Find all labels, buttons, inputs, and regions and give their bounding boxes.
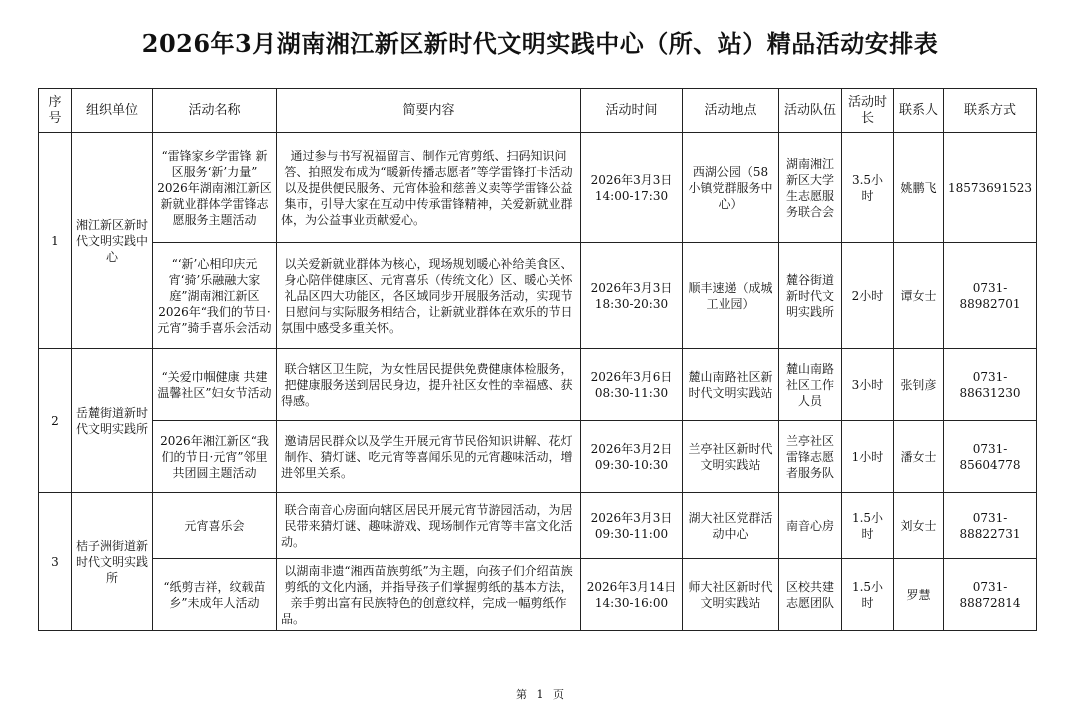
header-phone: 联系方式: [944, 89, 1037, 133]
time-cell: 2026年3月6日 08:30-11:30: [581, 349, 683, 421]
brief-cell: 以湖南非遗“湘西苗族剪纸”为主题，向孩子们介绍苗族剪纸的文化内涵，并指导孩子们掌握剪纸的基本方法，亲手剪出富有民族特色的创意纹样，完成一幅剪纸作品。: [277, 559, 581, 631]
contact-cell: 谭女士: [894, 243, 944, 349]
seq-cell: 1: [39, 133, 72, 349]
duration-cell: 2小时: [842, 243, 894, 349]
brief-cell: 以关爱新就业群体为核心，现场规划暖心补给美食区、身心陪伴健康区、元宵喜乐（传统文化）区、暖心关怀礼品区四大功能区，各区域同步开展服务活动，实现节日慰问与实际服务相结合，让新就业群体在欢乐的节日氛围中感受多重关怀。: [277, 243, 581, 349]
header-org: 组织单位: [72, 89, 153, 133]
table-row: [39, 421, 1037, 493]
team-cell: 麓山南路社区工作人员: [779, 349, 842, 421]
brief-cell: 联合辖区卫生院，为女性居民提供免费健康体检服务，把健康服务送到居民身边，提升社区女性的幸福感、获得感。: [277, 349, 581, 421]
activity-name-cell: “‘新’心相印庆元宵‘骑’乐融融大家庭”湖南湘江新区2026年“我们的节日·元宵”骑手喜乐会活动: [153, 243, 277, 349]
page-footer: [0, 686, 1080, 702]
location-cell: 湖大社区党群活动中心: [683, 493, 779, 559]
schedule-table: [38, 88, 1037, 631]
contact-cell: 潘女士: [894, 421, 944, 493]
header-location: 活动地点: [683, 89, 779, 133]
time-cell: 2026年3月3日 09:30-11:00: [581, 493, 683, 559]
duration-cell: 1.5小时: [842, 493, 894, 559]
contact-cell: 刘女士: [894, 493, 944, 559]
brief-cell: 联合南音心房面向辖区居民开展元宵节游园活动，为居民带来猜灯谜、趣味游戏、现场制作元宵等丰富文化活动。: [277, 493, 581, 559]
team-cell: 南音心房: [779, 493, 842, 559]
team-cell: 湖南湘江新区大学生志愿服务联合会: [779, 133, 842, 243]
seq-cell: 2: [39, 349, 72, 493]
page-number: 1: [536, 688, 544, 701]
phone-cell: 0731-85604778: [944, 421, 1037, 493]
phone-cell: 18573691523: [944, 133, 1037, 243]
header-team: 活动队伍: [779, 89, 842, 133]
phone-cell: 0731-88822731: [944, 493, 1037, 559]
contact-cell: 罗慧: [894, 559, 944, 631]
footer-suffix: 页: [553, 688, 564, 701]
duration-cell: 1.5小时: [842, 559, 894, 631]
activity-name-cell: “纸剪吉祥，纹载苗乡”未成年人活动: [153, 559, 277, 631]
contact-cell: 张钊彦: [894, 349, 944, 421]
table-row: [39, 349, 1037, 421]
org-cell: 湘江新区新时代文明实践中心: [72, 133, 153, 349]
page-title: 2026年3月湖南湘江新区新时代文明实践中心（所、站）精品活动安排表: [141, 29, 939, 58]
brief-cell: 邀请居民群众以及学生开展元宵节民俗知识讲解、花灯制作、猜灯谜、吃元宵等喜闻乐见的元宵趣味活动，增进邻里关系。: [277, 421, 581, 493]
header-duration: 活动时长: [842, 89, 894, 133]
footer-prefix: 第: [516, 688, 527, 701]
brief-cell: 通过参与书写祝福留言、制作元宵剪纸、扫码知识问答、拍照发布成为“暖新传播志愿者”等学雷锋打卡活动以及提供便民服务、元宵体验和慈善义卖等学雷锋公益集市，引导大家在互动中传承雷锋精神，关爱新就业群体，为公益事业贡献爱心。: [277, 133, 581, 243]
org-cell: 桔子洲街道新时代文明实践所: [72, 493, 153, 631]
activity-name-cell: “雷锋家乡学雷锋 新区服务‘新’力量” 2026年湖南湘江新区新就业群体学雷锋志愿服务主题活动: [153, 133, 277, 243]
team-cell: 麓谷街道新时代文明实践所: [779, 243, 842, 349]
activity-name-cell: 元宵喜乐会: [153, 493, 277, 559]
table-row: [39, 243, 1037, 349]
phone-cell: 0731-88982701: [944, 243, 1037, 349]
location-cell: 师大社区新时代文明实践站: [683, 559, 779, 631]
header-seq: 序号: [39, 89, 72, 133]
table-row: [39, 493, 1037, 559]
header-brief: 简要内容: [277, 89, 581, 133]
time-cell: 2026年3月14日 14:30-16:00: [581, 559, 683, 631]
team-cell: 区校共建志愿团队: [779, 559, 842, 631]
org-cell: 岳麓街道新时代文明实践所: [72, 349, 153, 493]
time-cell: 2026年3月3日 14:00-17:30: [581, 133, 683, 243]
table-row: [39, 559, 1037, 631]
table-row: [39, 133, 1037, 243]
location-cell: 兰亭社区新时代文明实践站: [683, 421, 779, 493]
location-cell: 顺丰速递（成城工业园）: [683, 243, 779, 349]
duration-cell: 1小时: [842, 421, 894, 493]
duration-cell: 3.5小时: [842, 133, 894, 243]
phone-cell: 0731-88631230: [944, 349, 1037, 421]
activity-name-cell: “关爱巾帼健康 共建温馨社区”妇女节活动: [153, 349, 277, 421]
duration-cell: 3小时: [842, 349, 894, 421]
time-cell: 2026年3月3日 18:30-20:30: [581, 243, 683, 349]
location-cell: 麓山南路社区新时代文明实践站: [683, 349, 779, 421]
header-activity-name: 活动名称: [153, 89, 277, 133]
phone-cell: 0731-88872814: [944, 559, 1037, 631]
location-cell: 西湖公园（58小镇党群服务中心）: [683, 133, 779, 243]
contact-cell: 姚鹏飞: [894, 133, 944, 243]
time-cell: 2026年3月2日 09:30-10:30: [581, 421, 683, 493]
header-time: 活动时间: [581, 89, 683, 133]
header-contact: 联系人: [894, 89, 944, 133]
header-row: [39, 89, 1037, 133]
activity-name-cell: 2026年湘江新区“我们的节日·元宵”邻里共团圆主题活动: [153, 421, 277, 493]
team-cell: 兰亭社区雷锋志愿者服务队: [779, 421, 842, 493]
seq-cell: 3: [39, 493, 72, 631]
